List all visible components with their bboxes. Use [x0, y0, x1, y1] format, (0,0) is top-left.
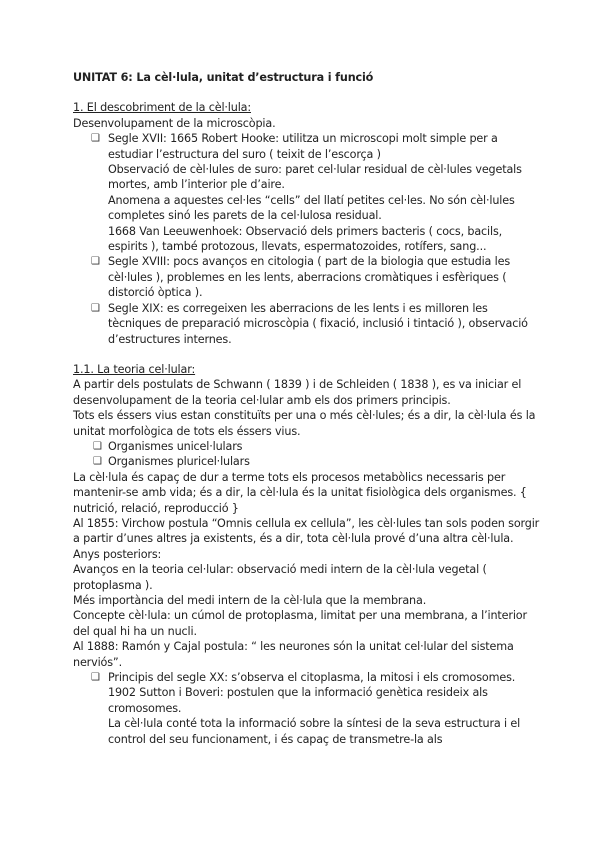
list-item: [73, 301, 543, 347]
paragraph: La cèl·lula és capaç de dur a terme tots els procesos metabòlics necessaris per mantenir-se amb vida; és a dir, la cèl·lula és la unitat fisiològica dels organismes. { nutrició, relació, reproducció }: [73, 470, 527, 515]
paragraph: Més importància del medi intern de la cèl·lula que la membrana.: [73, 594, 427, 607]
list-item-text: Principis del segle XX: s’observa el citoplasma, la mitosi i els cromosomes.: [108, 671, 516, 685]
document-title: UNITAT 6: La cèl·lula, unitat d’estructura i funció: [73, 71, 374, 84]
list-item-text: Segle XVIII: pocs avanços en citologia ( part de la biologia que estudia les cèl·lules ), problemes en les lents, aberracions cromàtiques i esfèriques ( distorció òptica ).: [108, 255, 511, 300]
bullet-list-segle-xx: [73, 670, 543, 747]
bullet-list-segles: [73, 131, 543, 347]
paragraph: Concepte cèl·lula: un cúmol de protoplasma, limitat per una membrana, a l’interior del qual hi ha un nucli.: [73, 609, 527, 638]
list-item: [73, 254, 543, 300]
list-item-subtext: 1668 Van Leeuwenhoek: Observació dels primers bacteris ( cocs, bacils, espirits ), també protozous, llevats, espermatozoides, rotífers, sang...: [108, 224, 503, 254]
list-item: [73, 439, 543, 454]
paragraph: Tots els éssers vius estan constituïts per una o més cèl·lules; és a dir, la cèl·lula és la unitat morfològica de tots els éssers vius.: [73, 409, 536, 438]
paragraph: Avanços en la teoria cel·lular: observació medi intern de la cèl·lula vegetal ( protoplasma ).: [73, 563, 487, 592]
checkbox-bullet-icon: ❑: [93, 440, 102, 452]
section-heading-teoria-cellular: 1.1. La teoria cel·lular:: [73, 362, 196, 376]
paragraph: A partir dels postulats de Schwann ( 1839 ) i de Schleiden ( 1838 ), es va iniciar el desenvolupament de la teoria cel·lular amb els dos primers principis.: [73, 378, 522, 407]
bullet-list-organismes: [73, 439, 543, 470]
list-item: [73, 131, 543, 254]
checkbox-bullet-icon: ❑: [91, 672, 100, 684]
list-item-text: Segle XVII: 1665 Robert Hooke: utilitza un microscopi molt simple per a estudiar l’estructura del suro ( teixit de l’escorça ): [108, 132, 498, 161]
list-item-text: Segle XIX: es corregeixen les aberracions de les lents i es milloren les tècniques de preparació microscòpia ( fixació, inclusió i tintació ), observació d’estructures internes.: [108, 301, 528, 346]
checkbox-bullet-icon: ❑: [91, 302, 100, 314]
checkbox-bullet-icon: ❑: [91, 256, 100, 268]
paragraph: Al 1855: Virchow postula “Omnis cellula ex cellula”, les cèl·lules tan sols poden sorgir a partir d’unes altres ja existents, és a dir, tota cèl·lula prové d’una altra cèl·lula.: [73, 516, 540, 546]
paragraph: Anys posteriors:: [73, 547, 162, 561]
list-item-subtext: La cèl·lula conté tota la informació sobre la síntesi de la seva estructura i el control del seu funcionament, i és capaç de transmetre-la als: [108, 717, 521, 746]
list-item-subtext: Observació de cèl·lules de suro: paret cel·lular residual de cèl·lules vegetals mortes, amb l’interior ple d’aire.: [108, 163, 522, 192]
list-item-text: Organismes unicel·lulars: [108, 439, 243, 453]
paragraph: Al 1888: Ramón y Cajal postula: “ les neurones són la unitat cel·lular del sistema nerviós”.: [73, 640, 514, 669]
list-item: [73, 670, 543, 747]
checkbox-bullet-icon: ❑: [93, 456, 102, 468]
document-body: [73, 70, 543, 747]
list-item: [73, 454, 543, 469]
list-item-subtext: Anomena a aquestes cel·les “cells” del llatí petites cel·les. No són cèl·lules completes sinó les parets de la cel·lulosa residual.: [108, 193, 515, 223]
checkbox-bullet-icon: ❑: [91, 133, 100, 145]
list-item-text: Organismes pluricel·lulars: [108, 455, 250, 469]
section-heading-descobriment: 1. El descobriment de la cèl·lula:: [73, 101, 251, 115]
paragraph: Desenvolupament de la microscòpia.: [73, 116, 276, 130]
list-item-subtext: 1902 Sutton i Boveri: postulen que la informació genètica resideix als cromosomes.: [108, 686, 488, 715]
